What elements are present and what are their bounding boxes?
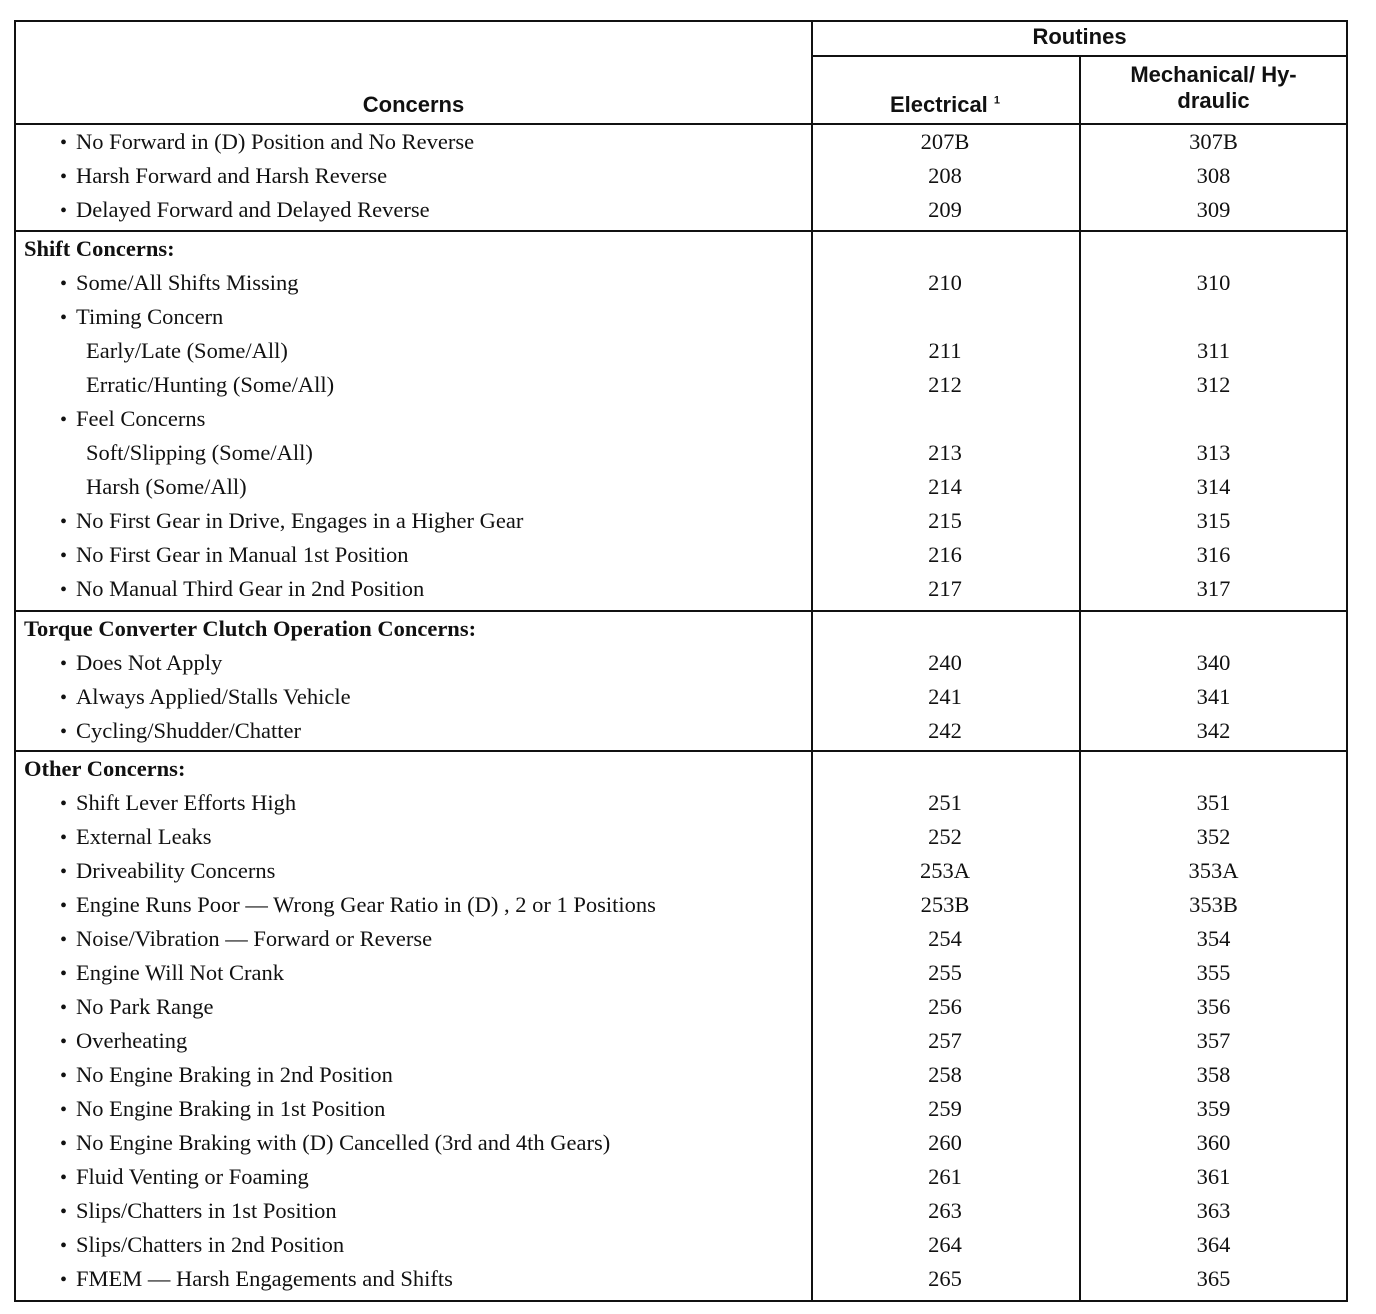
- electrical-routine-cell: 217: [928, 576, 962, 601]
- bullet-icon: •: [60, 1201, 68, 1223]
- concern-cell: [60, 714, 301, 749]
- mechanical-header-line-1: Mechanical/ Hy-: [1130, 62, 1297, 87]
- concern-cell: [60, 680, 351, 715]
- concern-cell: [60, 1194, 337, 1229]
- concern-text: Soft/Slipping (Some/All): [86, 440, 313, 465]
- concern-text: External Leaks: [76, 824, 212, 849]
- mechanical-routine-cell: 317: [1196, 576, 1231, 601]
- concern-text: No Engine Braking in 1st Position: [76, 1096, 386, 1121]
- mechanical-routine-cell: 310: [1196, 270, 1231, 295]
- table-row: [16, 504, 1346, 538]
- table-row: [16, 125, 1346, 159]
- mechanical-routine-cell: 316: [1196, 542, 1231, 567]
- table-row: [16, 1228, 1346, 1262]
- mechanical-routine-cell: 353B: [1189, 892, 1238, 917]
- table-section: [16, 125, 1346, 227]
- concern-text: Delayed Forward and Delayed Reverse: [76, 197, 430, 222]
- table-row: [16, 922, 1346, 956]
- concern-text: Early/Late (Some/All): [86, 338, 288, 363]
- concern-text: Slips/Chatters in 1st Position: [76, 1198, 337, 1223]
- concern-cell: [60, 1228, 344, 1263]
- table-row: [16, 402, 1346, 436]
- mechanical-routine-cell: 363: [1196, 1198, 1231, 1223]
- table-row: [16, 990, 1346, 1024]
- concern-cell: [60, 854, 275, 889]
- concern-text: No Forward in (D) Position and No Reverse: [76, 129, 475, 154]
- electrical-routine-cell: 209: [928, 197, 962, 222]
- bullet-icon: •: [60, 166, 68, 188]
- table-row: [16, 680, 1346, 714]
- concern-cell: [60, 538, 409, 573]
- mechanical-routine-cell: 355: [1196, 960, 1231, 985]
- bullet-icon: •: [60, 653, 68, 675]
- concern-cell: [60, 266, 299, 301]
- concern-cell: [86, 334, 288, 368]
- table-row: [16, 334, 1346, 368]
- section-title-row: [16, 612, 1346, 646]
- electrical-routine-cell: 252: [928, 824, 962, 849]
- electrical-header: [811, 92, 1079, 118]
- bullet-icon: •: [60, 793, 68, 815]
- table-row: [16, 1126, 1346, 1160]
- mechanical-header-line-2: draulic: [1177, 88, 1250, 113]
- concern-cell: [60, 572, 424, 607]
- concern-cell: [60, 1126, 610, 1161]
- concern-text: Cycling/Shudder/Chatter: [76, 718, 301, 743]
- concern-cell: [60, 1262, 453, 1297]
- concerns-routines-table: [14, 20, 1348, 1302]
- mechanical-routine-cell: 313: [1196, 440, 1231, 465]
- concern-text: Fluid Venting or Foaming: [76, 1164, 309, 1189]
- electrical-routine-cell: 241: [928, 684, 962, 709]
- electrical-routine-cell: 214: [928, 474, 962, 499]
- mechanical-routine-cell: 353A: [1188, 858, 1239, 883]
- mechanical-routine-cell: 352: [1196, 824, 1231, 849]
- section-title: Shift Concerns:: [24, 236, 175, 261]
- bullet-icon: •: [60, 409, 68, 431]
- mechanical-routine-cell: 357: [1196, 1028, 1231, 1053]
- concern-text: No First Gear in Drive, Engages in a Higher Gear: [76, 508, 524, 533]
- electrical-routine-cell: 254: [928, 926, 962, 951]
- table-row: [16, 714, 1346, 748]
- table-section: [16, 752, 1346, 1296]
- concern-text: Slips/Chatters in 2nd Position: [76, 1232, 345, 1257]
- mechanical-routine-cell: 315: [1196, 508, 1231, 533]
- section-title: Other Concerns:: [24, 756, 186, 781]
- bullet-icon: •: [60, 721, 68, 743]
- concern-cell: [60, 1058, 393, 1093]
- bullet-icon: •: [60, 929, 68, 951]
- electrical-routine-cell: 253B: [920, 892, 970, 917]
- table-row: [16, 300, 1346, 334]
- concern-text: Does Not Apply: [76, 650, 223, 675]
- bullet-icon: •: [60, 579, 68, 601]
- bullet-icon: •: [60, 200, 68, 222]
- electrical-routine-cell: 255: [928, 960, 962, 985]
- electrical-routine-cell: 259: [928, 1096, 962, 1121]
- concern-text: No Engine Braking in 2nd Position: [76, 1062, 393, 1087]
- concern-cell: [86, 436, 313, 470]
- electrical-routine-cell: 207B: [920, 129, 970, 154]
- concern-text: Erratic/Hunting (Some/All): [86, 372, 335, 397]
- table-row: [16, 786, 1346, 820]
- electrical-routine-cell: 212: [928, 372, 962, 397]
- table-row: [16, 470, 1346, 504]
- concern-cell: [60, 956, 284, 991]
- mechanical-routine-cell: 354: [1196, 926, 1231, 951]
- bullet-icon: •: [60, 687, 68, 709]
- mechanical-routine-cell: 309: [1196, 197, 1231, 222]
- table-row: [16, 1160, 1346, 1194]
- concern-cell: [60, 300, 223, 335]
- electrical-routine-cell: 251: [928, 790, 962, 815]
- concern-text: FMEM — Harsh Engagements and Shifts: [76, 1266, 453, 1291]
- section-title-row: [16, 232, 1346, 266]
- electrical-routine-cell: 211: [928, 338, 962, 363]
- table-row: [16, 1194, 1346, 1228]
- electrical-routine-cell: 258: [928, 1062, 962, 1087]
- table-row: [16, 888, 1346, 922]
- electrical-routine-cell: 263: [928, 1198, 962, 1223]
- electrical-routine-cell: 257: [928, 1028, 962, 1053]
- concern-text: Overheating: [76, 1028, 188, 1053]
- bullet-icon: •: [60, 963, 68, 985]
- electrical-routine-cell: 240: [928, 650, 962, 675]
- concern-cell: [86, 470, 247, 504]
- table-row: [16, 1058, 1346, 1092]
- concern-text: Engine Runs Poor — Wrong Gear Ratio in (D) , 2 or 1 Positions: [76, 892, 656, 917]
- bullet-icon: •: [60, 997, 68, 1019]
- table-section: [16, 232, 1346, 606]
- mechanical-routine-cell: 307B: [1189, 129, 1238, 154]
- mechanical-routine-cell: 312: [1196, 372, 1231, 397]
- concern-text: Noise/Vibration — Forward or Reverse: [76, 926, 433, 951]
- electrical-routine-cell: 260: [928, 1130, 962, 1155]
- table-row: [16, 368, 1346, 402]
- table-row: [16, 436, 1346, 470]
- table-row: [16, 1024, 1346, 1058]
- mechanical-routine-cell: 359: [1196, 1096, 1231, 1121]
- concern-cell: [60, 159, 387, 194]
- concern-cell: [60, 402, 205, 437]
- concern-text: No Manual Third Gear in 2nd Position: [76, 576, 425, 601]
- mechanical-routine-cell: 361: [1196, 1164, 1231, 1189]
- section-title: Torque Converter Clutch Operation Concerns:: [24, 616, 477, 641]
- table-row: [16, 1092, 1346, 1126]
- table-row: [16, 646, 1346, 680]
- bullet-icon: •: [60, 545, 68, 567]
- electrical-footnote-marker: 1: [993, 94, 1001, 107]
- electrical-routine-cell: 208: [928, 163, 962, 188]
- mechanical-routine-cell: 342: [1196, 718, 1231, 743]
- electrical-header-label: Electrical: [889, 92, 988, 117]
- table-row: [16, 159, 1346, 193]
- concern-cell: [60, 786, 296, 821]
- table-section: [16, 612, 1346, 748]
- mechanical-routine-cell: 364: [1196, 1232, 1231, 1257]
- bullet-icon: •: [60, 132, 68, 154]
- concern-cell: [60, 1092, 385, 1127]
- mechanical-routine-cell: 314: [1196, 474, 1231, 499]
- bullet-icon: •: [60, 1065, 68, 1087]
- concern-cell: [60, 990, 213, 1025]
- concern-cell: [60, 820, 212, 855]
- electrical-routine-cell: 265: [928, 1266, 962, 1291]
- bullet-icon: •: [60, 1269, 68, 1291]
- table-row: [16, 538, 1346, 572]
- mechanical-routine-cell: 358: [1196, 1062, 1231, 1087]
- electrical-routine-cell: 215: [928, 508, 962, 533]
- concern-text: Some/All Shifts Missing: [76, 270, 299, 295]
- table-row: [16, 1262, 1346, 1296]
- concern-cell: [60, 125, 474, 160]
- electrical-routine-cell: 261: [928, 1164, 962, 1189]
- concern-cell: [60, 646, 222, 681]
- electrical-routine-cell: 242: [928, 718, 962, 743]
- concern-text: Driveability Concerns: [76, 858, 276, 883]
- bullet-icon: •: [60, 861, 68, 883]
- concern-text: No First Gear in Manual 1st Position: [76, 542, 409, 567]
- mechanical-routine-cell: 360: [1196, 1130, 1231, 1155]
- concern-cell: [60, 922, 432, 957]
- electrical-routine-cell: 213: [928, 440, 962, 465]
- table-row: [16, 820, 1346, 854]
- bullet-icon: •: [60, 827, 68, 849]
- bullet-icon: •: [60, 1099, 68, 1121]
- mechanical-routine-cell: 356: [1196, 994, 1231, 1019]
- bullet-icon: •: [60, 1031, 68, 1053]
- electrical-routine-cell: 216: [928, 542, 962, 567]
- mechanical-routine-cell: 341: [1196, 684, 1231, 709]
- concern-text: Timing Concern: [76, 304, 224, 329]
- concern-cell: [60, 1160, 309, 1195]
- bullet-icon: •: [60, 273, 68, 295]
- electrical-routine-cell: 264: [928, 1232, 962, 1257]
- concern-cell: [60, 504, 523, 539]
- bullet-icon: •: [60, 895, 68, 917]
- concern-cell: [60, 1024, 187, 1059]
- concern-text: Shift Lever Efforts High: [76, 790, 297, 815]
- section-title-row: [16, 752, 1346, 786]
- mechanical-routine-cell: 351: [1196, 790, 1231, 815]
- concern-text: No Engine Braking with (D) Cancelled (3rd and 4th Gears): [76, 1130, 611, 1155]
- mechanical-hydraulic-header: [1079, 62, 1348, 114]
- concern-text: Harsh Forward and Harsh Reverse: [76, 163, 388, 188]
- mechanical-routine-cell: 340: [1196, 650, 1231, 675]
- table-row: [16, 854, 1346, 888]
- table-row: [16, 266, 1346, 300]
- mechanical-routine-cell: 311: [1197, 338, 1230, 363]
- routines-header: Routines: [1032, 24, 1127, 49]
- bullet-icon: •: [60, 511, 68, 533]
- bullet-icon: •: [60, 1167, 68, 1189]
- concern-text: Feel Concerns: [76, 406, 206, 431]
- routines-header-divider: [811, 55, 1346, 57]
- concern-text: No Park Range: [76, 994, 214, 1019]
- mechanical-routine-cell: 365: [1196, 1266, 1231, 1291]
- electrical-routine-cell: 210: [928, 270, 962, 295]
- concern-text: Engine Will Not Crank: [76, 960, 285, 985]
- bullet-icon: •: [60, 307, 68, 329]
- concern-cell: [60, 888, 656, 923]
- concerns-header: Concerns: [362, 92, 465, 117]
- mechanical-routine-cell: 308: [1196, 163, 1231, 188]
- concern-text: Harsh (Some/All): [86, 474, 247, 499]
- table-row: [16, 572, 1346, 606]
- concern-cell: [86, 368, 334, 402]
- concern-cell: [60, 193, 430, 228]
- electrical-routine-cell: 253A: [920, 858, 970, 883]
- table-row: [16, 956, 1346, 990]
- electrical-routine-cell: 256: [928, 994, 962, 1019]
- bullet-icon: •: [60, 1133, 68, 1155]
- concern-text: Always Applied/Stalls Vehicle: [76, 684, 351, 709]
- bullet-icon: •: [60, 1235, 68, 1257]
- table-row: [16, 193, 1346, 227]
